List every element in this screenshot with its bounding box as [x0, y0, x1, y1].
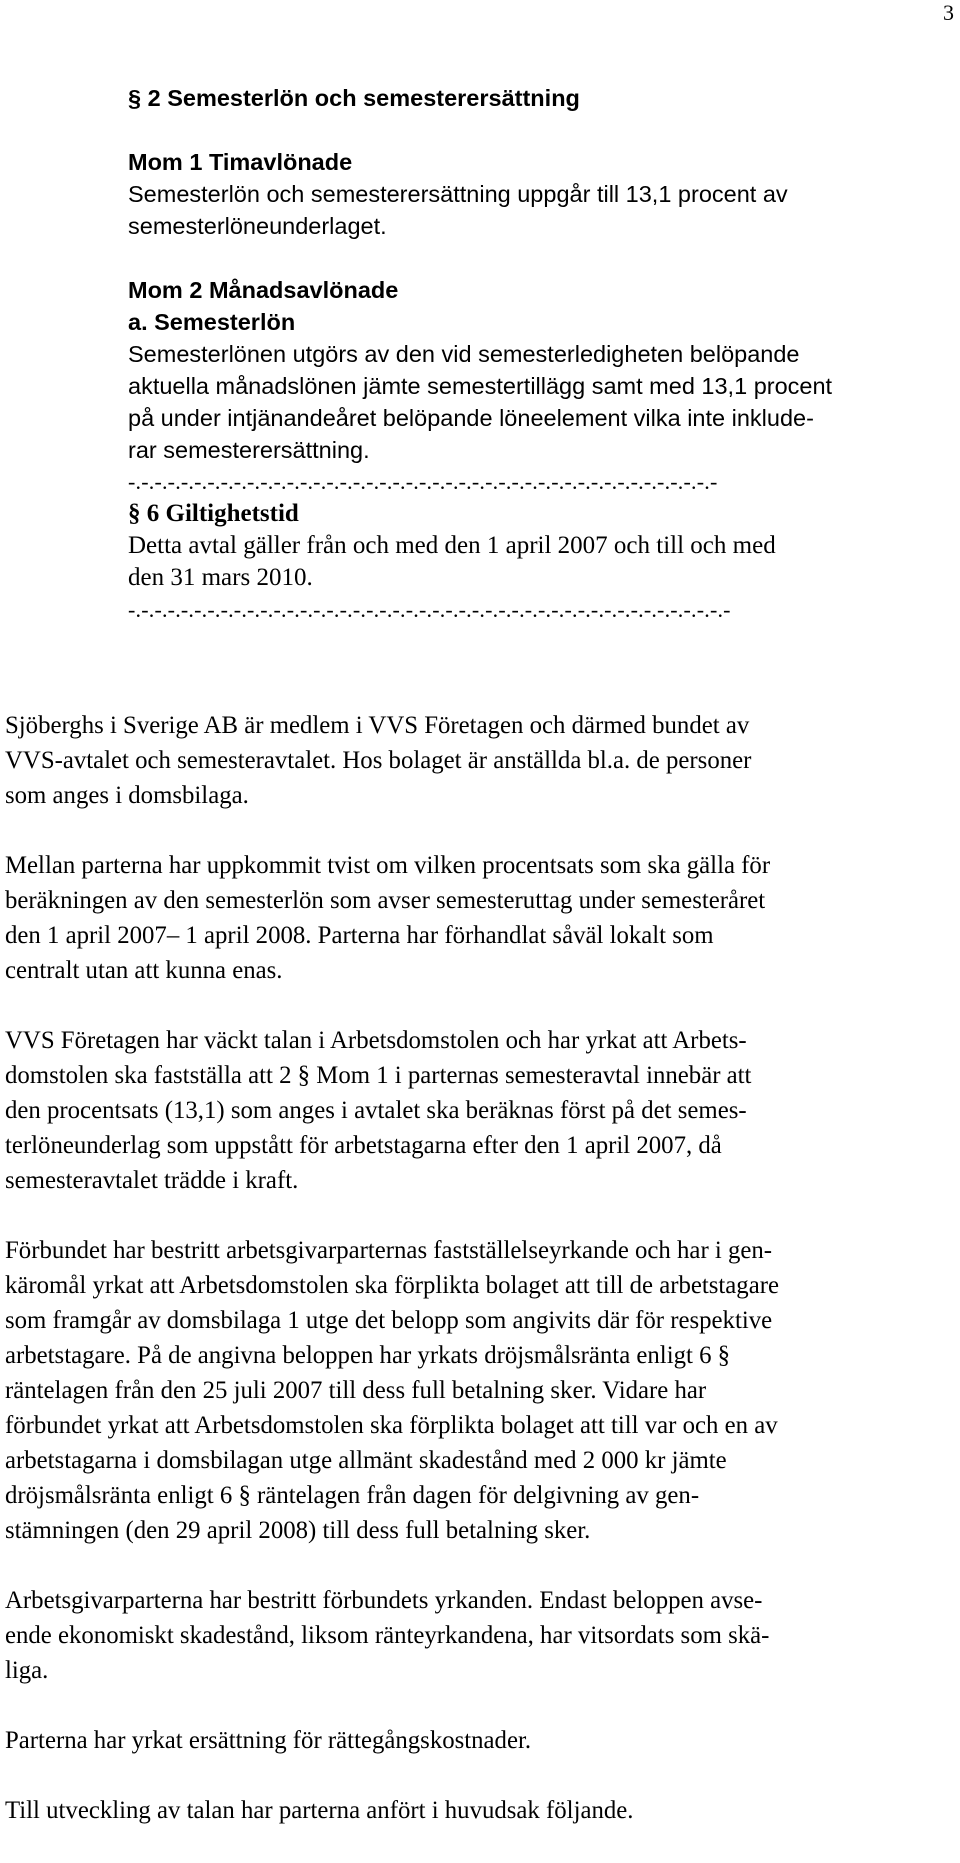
validity-text-line: den 31 mars 2010. — [128, 564, 313, 591]
mom1-heading: Mom 1 Timavlönade — [128, 149, 353, 175]
paragraph-development — [5, 1793, 955, 1828]
separator-line: -.-.-.-.-.-.-.-.-.-.-.-.-.-.-.-.-.-.-.-.-.-.-.-.-.-.-.-.-.-.-.-.-.-.-.-.-.-.-.-.-.-.-.-.-.- — [128, 597, 731, 622]
paragraph-employer-response — [5, 1583, 955, 1688]
paragraph-line: domstolen ska fastställa att 2 § Mom 1 i parternas semesteravtal innebär att — [5, 1062, 752, 1089]
paragraph-costs — [5, 1723, 955, 1758]
spacer — [128, 114, 948, 146]
paragraph-membership — [5, 708, 955, 813]
paragraph-line: Sjöberghs i Sverige AB är medlem i VVS Företagen och därmed bundet av — [5, 712, 750, 739]
paragraph-line: den 1 april 2007– 1 april 2008. Parterna har förhandlat såväl lokalt som — [5, 922, 714, 949]
paragraph-line: dröjsmålsränta enligt 6 § räntelagen från dagen för delgivning av gen- — [5, 1482, 700, 1509]
paragraph-line: Till utveckling av talan har parterna anfört i huvudsak följande. — [5, 1797, 634, 1824]
mom2-heading: Mom 2 Månadsavlönade — [128, 277, 399, 303]
spacer — [128, 242, 948, 274]
paragraph-line: semesteravtalet trädde i kraft. — [5, 1167, 299, 1194]
paragraph-line: centralt utan att kunna enas. — [5, 957, 283, 984]
quoted-agreement-excerpt — [128, 82, 948, 626]
paragraph-line: Parterna har yrkat ersättning för rättegångskostnader. — [5, 1727, 532, 1754]
paragraph-claim — [5, 1023, 955, 1198]
paragraph-line: räntelagen från den 25 juli 2007 till dess full betalning sker. Vidare har — [5, 1377, 707, 1404]
paragraph-line: som framgår av domsbilaga 1 utge det belopp som angivits där för respektive — [5, 1307, 773, 1334]
page-number: 3 — [943, 0, 954, 25]
mom2-text-line: på under intjänandeåret belöpande löneelement vilka inte inklude- — [128, 405, 814, 431]
validity-heading: § 6 Giltighetstid — [128, 500, 299, 527]
paragraph-line: förbundet yrkat att Arbetsdomstolen ska förplikta bolaget att till var och en av — [5, 1412, 778, 1439]
paragraph-line: arbetstagare. På de angivna beloppen har yrkats dröjsmålsränta enligt 6 § — [5, 1342, 731, 1369]
paragraph-line: käromål yrkat att Arbetsdomstolen ska förplikta bolaget att till de arbetstagare — [5, 1272, 779, 1299]
paragraph-dispute — [5, 848, 955, 988]
paragraph-line: VVS Företagen har väckt talan i Arbetsdomstolen och har yrkat att Arbets- — [5, 1027, 747, 1054]
paragraph-line: den procentsats (13,1) som anges i avtalet ska beräknas först på det semes- — [5, 1097, 747, 1124]
mom2-text-line: Semesterlönen utgörs av den vid semesterledigheten belöpande — [128, 341, 800, 367]
paragraph-line: Förbundet har bestritt arbetsgivarparternas fastställelseyrkande och har i gen- — [5, 1237, 773, 1264]
validity-text-line: Detta avtal gäller från och med den 1 april 2007 och till och med — [128, 532, 776, 559]
mom2-text-line: rar semesterersättning. — [128, 437, 370, 463]
mom2-sub-heading: a. Semesterlön — [128, 309, 296, 335]
section-heading: § 2 Semesterlön och semesterersättning — [128, 85, 580, 111]
paragraph-line: ende ekonomiskt skadestånd, liksom ränteyrkandena, har vitsordats som skä- — [5, 1622, 770, 1649]
paragraph-line: arbetstagarna i domsbilagan utge allmänt skadestånd med 2 000 kr jämte — [5, 1447, 727, 1474]
paragraph-line: Mellan parterna har uppkommit tvist om vilken procentsats som ska gälla för — [5, 852, 771, 879]
paragraph-line: Arbetsgivarparterna har bestritt förbundets yrkanden. Endast beloppen avse- — [5, 1587, 763, 1614]
paragraph-line: liga. — [5, 1657, 49, 1684]
mom1-text-line: semesterlöneunderlaget. — [128, 213, 387, 239]
judgment-body — [5, 708, 955, 1863]
paragraph-line: stämningen (den 29 april 2008) till dess full betalning sker. — [5, 1517, 591, 1544]
paragraph-line: terlöneunderlag som uppstått för arbetstagarna efter den 1 april 2007, då — [5, 1132, 722, 1159]
paragraph-line: som anges i domsbilaga. — [5, 782, 249, 809]
separator-line: -.-.-.-.-.-.-.-.-.-.-.-.-.-.-.-.-.-.-.-.-.-.-.-.-.-.-.-.-.-.-.-.-.-.-.-.-.-.-.-.-.-.-.-.- — [128, 469, 718, 494]
paragraph-line: beräkningen av den semesterlön som avser semesteruttag under semesteråret — [5, 887, 766, 914]
mom1-text-line: Semesterlön och semesterersättning uppgår till 13,1 procent av — [128, 181, 788, 207]
mom2-text-line: aktuella månadslönen jämte semestertillägg samt med 13,1 procent — [128, 373, 833, 399]
paragraph-line: VVS-avtalet och semesteravtalet. Hos bolaget är anställda bl.a. de personer — [5, 747, 752, 774]
paragraph-counterclaim — [5, 1233, 955, 1548]
